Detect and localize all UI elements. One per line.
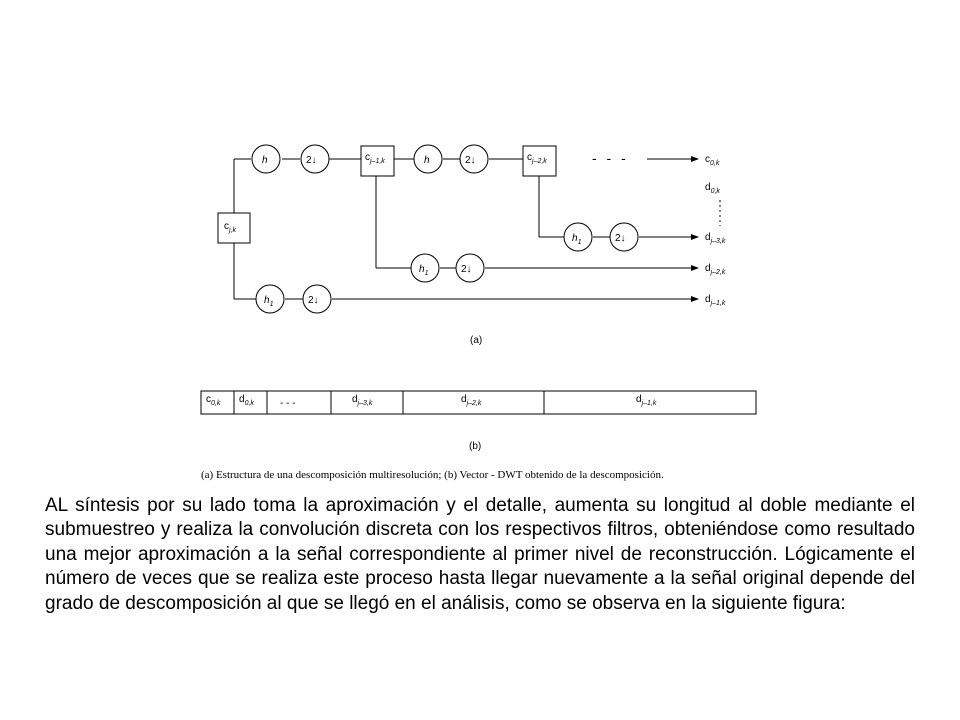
svg-text:2↓: 2↓ [615, 233, 626, 244]
output-c0k: $c_{0,k}$ [705, 154, 720, 167]
downsample-bottom [303, 285, 331, 313]
output-d0k: $d_{0,k}$ [705, 182, 720, 195]
vector-cell-dj1k: $d_{j-1,k}$ [636, 394, 657, 407]
filter-h1-bottom [256, 285, 284, 313]
svg-text:cj,k: $c_{j,k}$ [224, 221, 236, 234]
svg-text:2↓: 2↓ [306, 155, 317, 166]
vector-cell-dj3k: $d_{j-3,k}$ [352, 394, 373, 407]
output-dj3k: $d_{j-3,k}$ [705, 232, 726, 245]
vector-cell-c0k: $c_{0,k}$ [206, 394, 221, 407]
output-dj1k: $d_{j-1,k}$ [705, 294, 726, 307]
svg-text:h1: $h_1$ [419, 264, 429, 277]
node-cjk [218, 213, 250, 243]
downsample-middle [456, 254, 484, 282]
svg-text:cj–2,k: $c_{j-2,k}$ [527, 152, 547, 165]
body-paragraph: AL síntesis por su lado toma la aproximación y el detalle, aumenta su longitud al doble mediante el submuestreo y realiza la convolución discreta con los respectivos filtros, obteniéndose como resultado una mejor aproximación a la señal correspondiente al primer nivel de reconstrucción. Lógicamente el número de veces que se realiza este proceso hasta llegar nuevamente a la señal original depende del grado de descomposición al que se llegó en el análisis, como se observa en la siguiente figura: [45, 495, 915, 614]
filter-h-1 [252, 145, 280, 173]
svg-text:h1: $h_1$ [572, 233, 582, 246]
vector-cell-dj2k: $d_{j-2,k}$ [461, 394, 482, 407]
label-b: (b) [469, 441, 482, 452]
svg-text:h: h [262, 155, 268, 166]
downsample-upper [610, 223, 638, 251]
downsample-2 [460, 145, 488, 173]
svg-text:h: h [424, 155, 430, 166]
node-cj2k [523, 146, 556, 176]
filter-h1-middle [411, 254, 439, 282]
svg-text:2↓: 2↓ [308, 295, 319, 306]
output-dj2k: $d_{j-2,k}$ [705, 263, 726, 276]
svg-text:h1: $h_1$ [264, 295, 274, 308]
label-a: (a) [470, 335, 483, 346]
filter-h-2 [414, 145, 442, 173]
downsample-1 [301, 145, 329, 173]
figure-caption: (a) Estructura de una descomposición multiresolución; (b) Vector - DWT obtenido de la descomposición. [201, 469, 664, 481]
vector-cell-d0k: $d_{0,k}$ [239, 394, 254, 407]
dashes-top: - - - [592, 150, 629, 166]
svg-text:2↓: 2↓ [465, 155, 476, 166]
node-cj1k [361, 146, 394, 176]
filter-h1-upper [564, 223, 592, 251]
svg-text:2↓: 2↓ [461, 264, 472, 275]
svg-text:cj–1,k: $c_{j-1,k}$ [365, 152, 385, 165]
vector-cell-dashes: - - - [280, 398, 296, 409]
